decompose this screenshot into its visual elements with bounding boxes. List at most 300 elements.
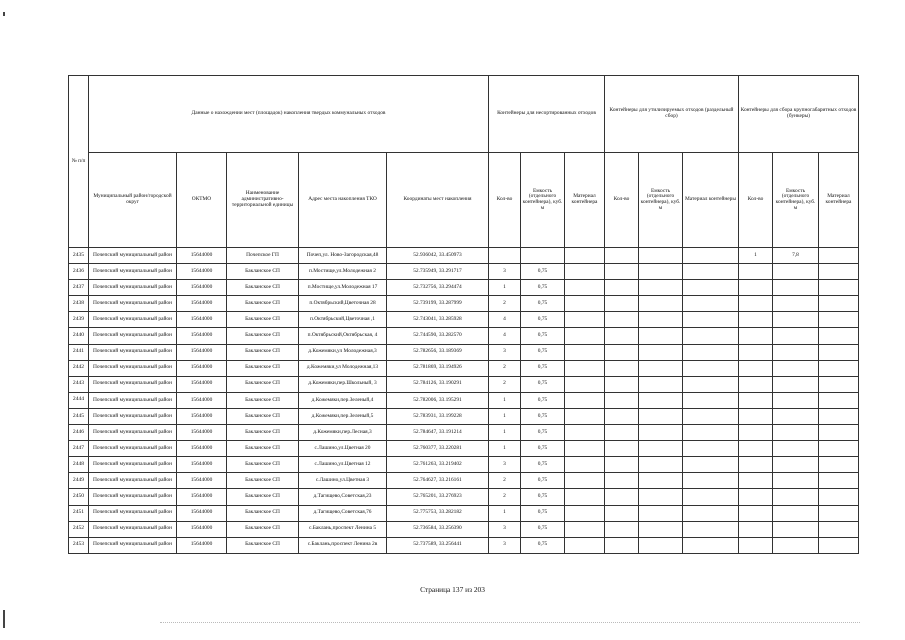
cell-number: 2437 xyxy=(69,280,89,296)
cell-material3 xyxy=(819,264,859,280)
cell-address: д.Кожемяки,пер.Лесная,3 xyxy=(299,425,387,441)
table-row xyxy=(69,505,859,521)
cell-capacity2 xyxy=(639,376,683,392)
cell-qty3 xyxy=(739,408,773,424)
cell-material xyxy=(565,425,605,441)
group-unsorted-containers-header: Контейнеры для несортированных отходов xyxy=(489,76,605,153)
cell-qty3 xyxy=(739,473,773,489)
col-qty-header: Кол-во xyxy=(489,153,521,248)
table-row xyxy=(69,280,859,296)
cell-material2 xyxy=(683,537,739,553)
cell-unit: Бакланское СП xyxy=(227,280,299,296)
cell-capacity: 0,75 xyxy=(521,392,565,408)
col-material3-header: Материал контейнера xyxy=(819,153,859,248)
col-coords-header: Координаты мест накопления xyxy=(387,153,489,248)
cell-material xyxy=(565,441,605,457)
cell-capacity3 xyxy=(773,344,819,360)
cell-material3 xyxy=(819,312,859,328)
col-oktmo-header: ОКТМО xyxy=(177,153,227,248)
cell-qty: 3 xyxy=(489,264,521,280)
cell-capacity3 xyxy=(773,537,819,553)
cell-unit: Бакланское СП xyxy=(227,425,299,441)
table-row xyxy=(69,296,859,312)
cell-capacity2 xyxy=(639,408,683,424)
cell-number: 2436 xyxy=(69,264,89,280)
cell-qty2 xyxy=(605,489,639,505)
cell-qty2 xyxy=(605,457,639,473)
cell-unit: Бакланское СП xyxy=(227,360,299,376)
cell-qty: 2 xyxy=(489,376,521,392)
cell-material xyxy=(565,392,605,408)
cell-material3 xyxy=(819,441,859,457)
cell-capacity2 xyxy=(639,328,683,344)
col-capacity3-header: Емкость (отдельного контейнера), куб. м xyxy=(773,153,819,248)
cell-oktmo: 15644000 xyxy=(177,296,227,312)
cell-oktmo: 15644000 xyxy=(177,312,227,328)
cell-material2 xyxy=(683,264,739,280)
cell-address: п.Октябрьский,Октябрьская, 4 xyxy=(299,328,387,344)
cell-capacity: 0,75 xyxy=(521,521,565,537)
cell-capacity3: 7,8 xyxy=(773,248,819,264)
cell-coords: 52.735949, 33.291717 xyxy=(387,264,489,280)
cell-oktmo: 15644000 xyxy=(177,280,227,296)
cell-qty2 xyxy=(605,344,639,360)
cell-qty3 xyxy=(739,537,773,553)
cell-capacity3 xyxy=(773,280,819,296)
cell-coords: 52.760377, 33.220281 xyxy=(387,441,489,457)
cell-capacity: 0,75 xyxy=(521,328,565,344)
cell-material3 xyxy=(819,489,859,505)
cell-qty2 xyxy=(605,392,639,408)
cell-oktmo: 15644000 xyxy=(177,457,227,473)
cell-material3 xyxy=(819,457,859,473)
cell-qty3 xyxy=(739,376,773,392)
cell-unit: Бакланское СП xyxy=(227,312,299,328)
cell-address: д.Кожемяки,пер.Зеленый,5 xyxy=(299,408,387,424)
cell-qty2 xyxy=(605,312,639,328)
cell-capacity3 xyxy=(773,408,819,424)
cell-district: Почепский муниципальный район xyxy=(89,280,177,296)
cell-capacity2 xyxy=(639,521,683,537)
cell-material2 xyxy=(683,312,739,328)
cell-capacity3 xyxy=(773,392,819,408)
table-row xyxy=(69,376,859,392)
cell-number: 2435 xyxy=(69,248,89,264)
cell-material xyxy=(565,296,605,312)
cell-material3 xyxy=(819,360,859,376)
cell-material2 xyxy=(683,392,739,408)
cell-material3 xyxy=(819,392,859,408)
cell-address: д.Тагищево,Советская,23 xyxy=(299,489,387,505)
cell-qty2 xyxy=(605,280,639,296)
cell-oktmo: 15644000 xyxy=(177,489,227,505)
col-qty3-header: Кол-во xyxy=(739,153,773,248)
cell-qty3 xyxy=(739,296,773,312)
cell-material3 xyxy=(819,521,859,537)
cell-unit: Бакланское СП xyxy=(227,296,299,312)
cell-material2 xyxy=(683,425,739,441)
cell-address: с.Лашино,ул.Цветная 12 xyxy=(299,457,387,473)
col-capacity-header: Емкость (отдельного контейнера), куб. м xyxy=(521,153,565,248)
cell-unit: Почепское ГП xyxy=(227,248,299,264)
cell-material3 xyxy=(819,280,859,296)
cell-qty: 3 xyxy=(489,457,521,473)
cell-coords: 52.732756, 33.294474 xyxy=(387,280,489,296)
cell-material3 xyxy=(819,296,859,312)
cell-unit: Бакланское СП xyxy=(227,489,299,505)
cell-material xyxy=(565,408,605,424)
cell-district: Почепский муниципальный район xyxy=(89,344,177,360)
cell-unit: Бакланское СП xyxy=(227,537,299,553)
cell-capacity2 xyxy=(639,473,683,489)
cell-qty2 xyxy=(605,360,639,376)
cell-unit: Бакланское СП xyxy=(227,441,299,457)
table-row xyxy=(69,473,859,489)
cell-capacity: 0,75 xyxy=(521,473,565,489)
cell-district: Почепский муниципальный район xyxy=(89,537,177,553)
cell-oktmo: 15644000 xyxy=(177,360,227,376)
cell-qty2 xyxy=(605,248,639,264)
cell-district: Почепский муниципальный район xyxy=(89,489,177,505)
cell-qty2 xyxy=(605,296,639,312)
cell-capacity: 0,75 xyxy=(521,312,565,328)
cell-address: д.Кожемяки,пер.Зеленый,4 xyxy=(299,392,387,408)
cell-qty2 xyxy=(605,441,639,457)
cell-material xyxy=(565,521,605,537)
cell-qty: 2 xyxy=(489,360,521,376)
cell-material xyxy=(565,505,605,521)
waste-sites-table xyxy=(68,75,859,554)
cell-capacity: 0,75 xyxy=(521,360,565,376)
cell-material2 xyxy=(683,505,739,521)
cell-number: 2452 xyxy=(69,521,89,537)
cell-capacity2 xyxy=(639,505,683,521)
col-unit-header: Наименование административно-территориальной единицы xyxy=(227,153,299,248)
cell-unit: Бакланское СП xyxy=(227,392,299,408)
cell-qty2 xyxy=(605,264,639,280)
table-row xyxy=(69,248,859,264)
table-row xyxy=(69,344,859,360)
cell-coords: 52.765201, 33.276923 xyxy=(387,489,489,505)
cell-coords: 52.743041, 33.285928 xyxy=(387,312,489,328)
cell-number: 2453 xyxy=(69,537,89,553)
cell-oktmo: 15644000 xyxy=(177,521,227,537)
cell-capacity3 xyxy=(773,425,819,441)
table-row xyxy=(69,408,859,424)
cell-material3 xyxy=(819,376,859,392)
cell-qty3 xyxy=(739,457,773,473)
cell-material2 xyxy=(683,408,739,424)
cell-address: п.Октябрьский,Цветочная 28 xyxy=(299,296,387,312)
cell-qty3 xyxy=(739,344,773,360)
cell-oktmo: 15644000 xyxy=(177,248,227,264)
cell-material xyxy=(565,489,605,505)
col-capacity2-header: Емкость (отдельного контейнера), куб. м xyxy=(639,153,683,248)
cell-capacity2 xyxy=(639,264,683,280)
table-row xyxy=(69,521,859,537)
cell-qty3 xyxy=(739,328,773,344)
cell-qty2 xyxy=(605,376,639,392)
cell-number: 2444 xyxy=(69,392,89,408)
cell-district: Почепский муниципальный район xyxy=(89,457,177,473)
cell-district: Почепский муниципальный район xyxy=(89,360,177,376)
cell-material xyxy=(565,473,605,489)
cell-capacity3 xyxy=(773,505,819,521)
cell-address: д.Кожемяки,ул Молодежная,13 xyxy=(299,360,387,376)
cell-capacity3 xyxy=(773,376,819,392)
cell-number: 2450 xyxy=(69,489,89,505)
cell-qty3 xyxy=(739,489,773,505)
cell-address: с.Лашино,ул.Цветная 20 xyxy=(299,441,387,457)
cell-unit: Бакланское СП xyxy=(227,328,299,344)
cell-qty: 4 xyxy=(489,328,521,344)
cell-number: 2439 xyxy=(69,312,89,328)
cell-district: Почепский муниципальный район xyxy=(89,473,177,489)
cell-capacity2 xyxy=(639,248,683,264)
cell-material2 xyxy=(683,489,739,505)
cell-district: Почепский муниципальный район xyxy=(89,328,177,344)
cell-qty3 xyxy=(739,425,773,441)
cell-material2 xyxy=(683,280,739,296)
table-row xyxy=(69,425,859,441)
group-bulky-waste-header: Контейнеры для сбора крупногабаритных отходов (бункеры) xyxy=(739,76,859,153)
cell-address: д.Кожемяки,пер.Школьный, 3 xyxy=(299,376,387,392)
cell-capacity: 0,75 xyxy=(521,441,565,457)
cell-material xyxy=(565,360,605,376)
cell-oktmo: 15644000 xyxy=(177,408,227,424)
cell-capacity: 0,75 xyxy=(521,376,565,392)
cell-qty3 xyxy=(739,505,773,521)
col-material-header: Материал контейнера xyxy=(565,153,605,248)
cell-coords: 52.782656, 33.189369 xyxy=(387,344,489,360)
cell-number: 2445 xyxy=(69,408,89,424)
cell-address: д.Кожемяки,ул Молодежная,3 xyxy=(299,344,387,360)
cell-capacity3 xyxy=(773,441,819,457)
cell-qty2 xyxy=(605,408,639,424)
scan-artifact-line xyxy=(160,622,860,624)
table-body xyxy=(69,248,859,554)
scan-edge-mark xyxy=(3,12,5,16)
cell-material3 xyxy=(819,537,859,553)
cell-number: 2446 xyxy=(69,425,89,441)
cell-capacity3 xyxy=(773,312,819,328)
cell-oktmo: 15644000 xyxy=(177,376,227,392)
cell-material3 xyxy=(819,408,859,424)
cell-capacity: 0,75 xyxy=(521,457,565,473)
cell-capacity2 xyxy=(639,537,683,553)
cell-qty: 4 xyxy=(489,312,521,328)
cell-qty: 3 xyxy=(489,344,521,360)
cell-material3 xyxy=(819,505,859,521)
cell-oktmo: 15644000 xyxy=(177,264,227,280)
cell-capacity: 0,75 xyxy=(521,537,565,553)
cell-district: Почепский муниципальный район xyxy=(89,376,177,392)
cell-capacity: 0,75 xyxy=(521,489,565,505)
cell-district: Почепский муниципальный район xyxy=(89,505,177,521)
cell-material3 xyxy=(819,248,859,264)
cell-number: 2442 xyxy=(69,360,89,376)
cell-capacity3 xyxy=(773,296,819,312)
cell-address: п.Октябрьский,Цветочная ,1 xyxy=(299,312,387,328)
cell-address: с.Баклань,проспект Ленина 2в xyxy=(299,537,387,553)
table-header xyxy=(69,76,859,248)
cell-capacity: 0,75 xyxy=(521,344,565,360)
cell-qty: 1 xyxy=(489,408,521,424)
cell-material2 xyxy=(683,441,739,457)
cell-qty3 xyxy=(739,280,773,296)
table-row xyxy=(69,441,859,457)
cell-number: 2451 xyxy=(69,505,89,521)
cell-capacity: 0,75 xyxy=(521,408,565,424)
cell-material3 xyxy=(819,344,859,360)
cell-qty: 1 xyxy=(489,441,521,457)
cell-district: Почепский муниципальный район xyxy=(89,248,177,264)
cell-unit: Бакланское СП xyxy=(227,408,299,424)
cell-qty3 xyxy=(739,264,773,280)
cell-material3 xyxy=(819,473,859,489)
cell-qty: 1 xyxy=(489,392,521,408)
cell-qty3 xyxy=(739,312,773,328)
cell-coords: 52.775753, 33.282182 xyxy=(387,505,489,521)
cell-capacity2 xyxy=(639,360,683,376)
cell-capacity3 xyxy=(773,328,819,344)
cell-capacity2 xyxy=(639,392,683,408)
cell-capacity: 0,75 xyxy=(521,425,565,441)
cell-qty2 xyxy=(605,425,639,441)
cell-unit: Бакланское СП xyxy=(227,264,299,280)
cell-qty xyxy=(489,248,521,264)
cell-qty2 xyxy=(605,473,639,489)
cell-capacity2 xyxy=(639,425,683,441)
cell-coords: 52.781869, 33.194926 xyxy=(387,360,489,376)
cell-qty2 xyxy=(605,537,639,553)
cell-unit: Бакланское СП xyxy=(227,376,299,392)
col-number-header: № п/п xyxy=(69,76,89,248)
cell-oktmo: 15644000 xyxy=(177,473,227,489)
cell-qty: 3 xyxy=(489,521,521,537)
cell-address: Почеп,ул. Ново-Загородская,48 xyxy=(299,248,387,264)
cell-material2 xyxy=(683,457,739,473)
cell-number: 2449 xyxy=(69,473,89,489)
cell-material xyxy=(565,328,605,344)
cell-qty: 3 xyxy=(489,537,521,553)
cell-address: п.Мостище,ул.Молодежная 2 xyxy=(299,264,387,280)
cell-address: с.Баклань,проспект Ленина 5 xyxy=(299,521,387,537)
cell-capacity3 xyxy=(773,473,819,489)
cell-material xyxy=(565,344,605,360)
cell-material xyxy=(565,376,605,392)
cell-oktmo: 15644000 xyxy=(177,344,227,360)
cell-address: п.Мостище,ул.Молодежная 17 xyxy=(299,280,387,296)
cell-material2 xyxy=(683,296,739,312)
cell-unit: Бакланское СП xyxy=(227,344,299,360)
cell-qty3 xyxy=(739,360,773,376)
cell-oktmo: 15644000 xyxy=(177,441,227,457)
cell-number: 2443 xyxy=(69,376,89,392)
col-qty2-header: Кол-во xyxy=(605,153,639,248)
cell-capacity3 xyxy=(773,264,819,280)
cell-qty: 2 xyxy=(489,296,521,312)
cell-district: Почепский муниципальный район xyxy=(89,264,177,280)
cell-capacity2 xyxy=(639,457,683,473)
cell-district: Почепский муниципальный район xyxy=(89,441,177,457)
cell-oktmo: 15644000 xyxy=(177,425,227,441)
table-row xyxy=(69,457,859,473)
cell-coords: 52.783931, 33.199228 xyxy=(387,408,489,424)
col-address-header: Адрес места накопления ТКО xyxy=(299,153,387,248)
cell-qty: 2 xyxy=(489,473,521,489)
cell-qty2 xyxy=(605,521,639,537)
cell-oktmo: 15644000 xyxy=(177,392,227,408)
cell-material2 xyxy=(683,248,739,264)
cell-address: д.Тагищево,Советская,76 xyxy=(299,505,387,521)
cell-capacity3 xyxy=(773,360,819,376)
cell-material xyxy=(565,248,605,264)
cell-district: Почепский муниципальный район xyxy=(89,296,177,312)
col-district-header: Муниципальный район/городской округ xyxy=(89,153,177,248)
cell-capacity xyxy=(521,248,565,264)
cell-material2 xyxy=(683,473,739,489)
cell-qty2 xyxy=(605,505,639,521)
cell-capacity3 xyxy=(773,489,819,505)
cell-coords: 52.764627, 33.216161 xyxy=(387,473,489,489)
cell-qty3 xyxy=(739,521,773,537)
cell-address: с.Лашино,ул.Цветная 3 xyxy=(299,473,387,489)
cell-coords: 52.744590, 33.282570 xyxy=(387,328,489,344)
cell-coords: 52.761263, 33.219402 xyxy=(387,457,489,473)
cell-district: Почепский муниципальный район xyxy=(89,521,177,537)
table-row xyxy=(69,360,859,376)
cell-capacity2 xyxy=(639,489,683,505)
cell-material2 xyxy=(683,344,739,360)
cell-unit: Бакланское СП xyxy=(227,505,299,521)
cell-material3 xyxy=(819,425,859,441)
cell-number: 2438 xyxy=(69,296,89,312)
cell-capacity: 0,75 xyxy=(521,505,565,521)
cell-material2 xyxy=(683,521,739,537)
cell-material xyxy=(565,264,605,280)
cell-oktmo: 15644000 xyxy=(177,328,227,344)
cell-capacity: 0,75 xyxy=(521,264,565,280)
cell-coords: 52.936042, 33.450973 xyxy=(387,248,489,264)
cell-oktmo: 15644000 xyxy=(177,537,227,553)
cell-material2 xyxy=(683,360,739,376)
table-row xyxy=(69,489,859,505)
cell-coords: 52.736584, 33.256390 xyxy=(387,521,489,537)
cell-coords: 52.784647, 33.191214 xyxy=(387,425,489,441)
cell-coords: 52.784126, 33.190291 xyxy=(387,376,489,392)
cell-qty: 2 xyxy=(489,489,521,505)
cell-capacity: 0,75 xyxy=(521,280,565,296)
cell-district: Почепский муниципальный район xyxy=(89,392,177,408)
cell-unit: Бакланское СП xyxy=(227,457,299,473)
cell-coords: 52.782006, 33.195291 xyxy=(387,392,489,408)
cell-district: Почепский муниципальный район xyxy=(89,312,177,328)
cell-qty3 xyxy=(739,441,773,457)
col-material2-header: Материал контейнеры xyxy=(683,153,739,248)
page-number-label: Страница 137 из 203 xyxy=(420,585,485,594)
cell-material xyxy=(565,537,605,553)
table-row xyxy=(69,537,859,553)
cell-district: Почепский муниципальный район xyxy=(89,408,177,424)
cell-qty3: 1 xyxy=(739,248,773,264)
cell-district: Почепский муниципальный район xyxy=(89,425,177,441)
cell-material xyxy=(565,457,605,473)
cell-qty: 1 xyxy=(489,280,521,296)
cell-number: 2440 xyxy=(69,328,89,344)
cell-qty: 1 xyxy=(489,425,521,441)
cell-material xyxy=(565,280,605,296)
